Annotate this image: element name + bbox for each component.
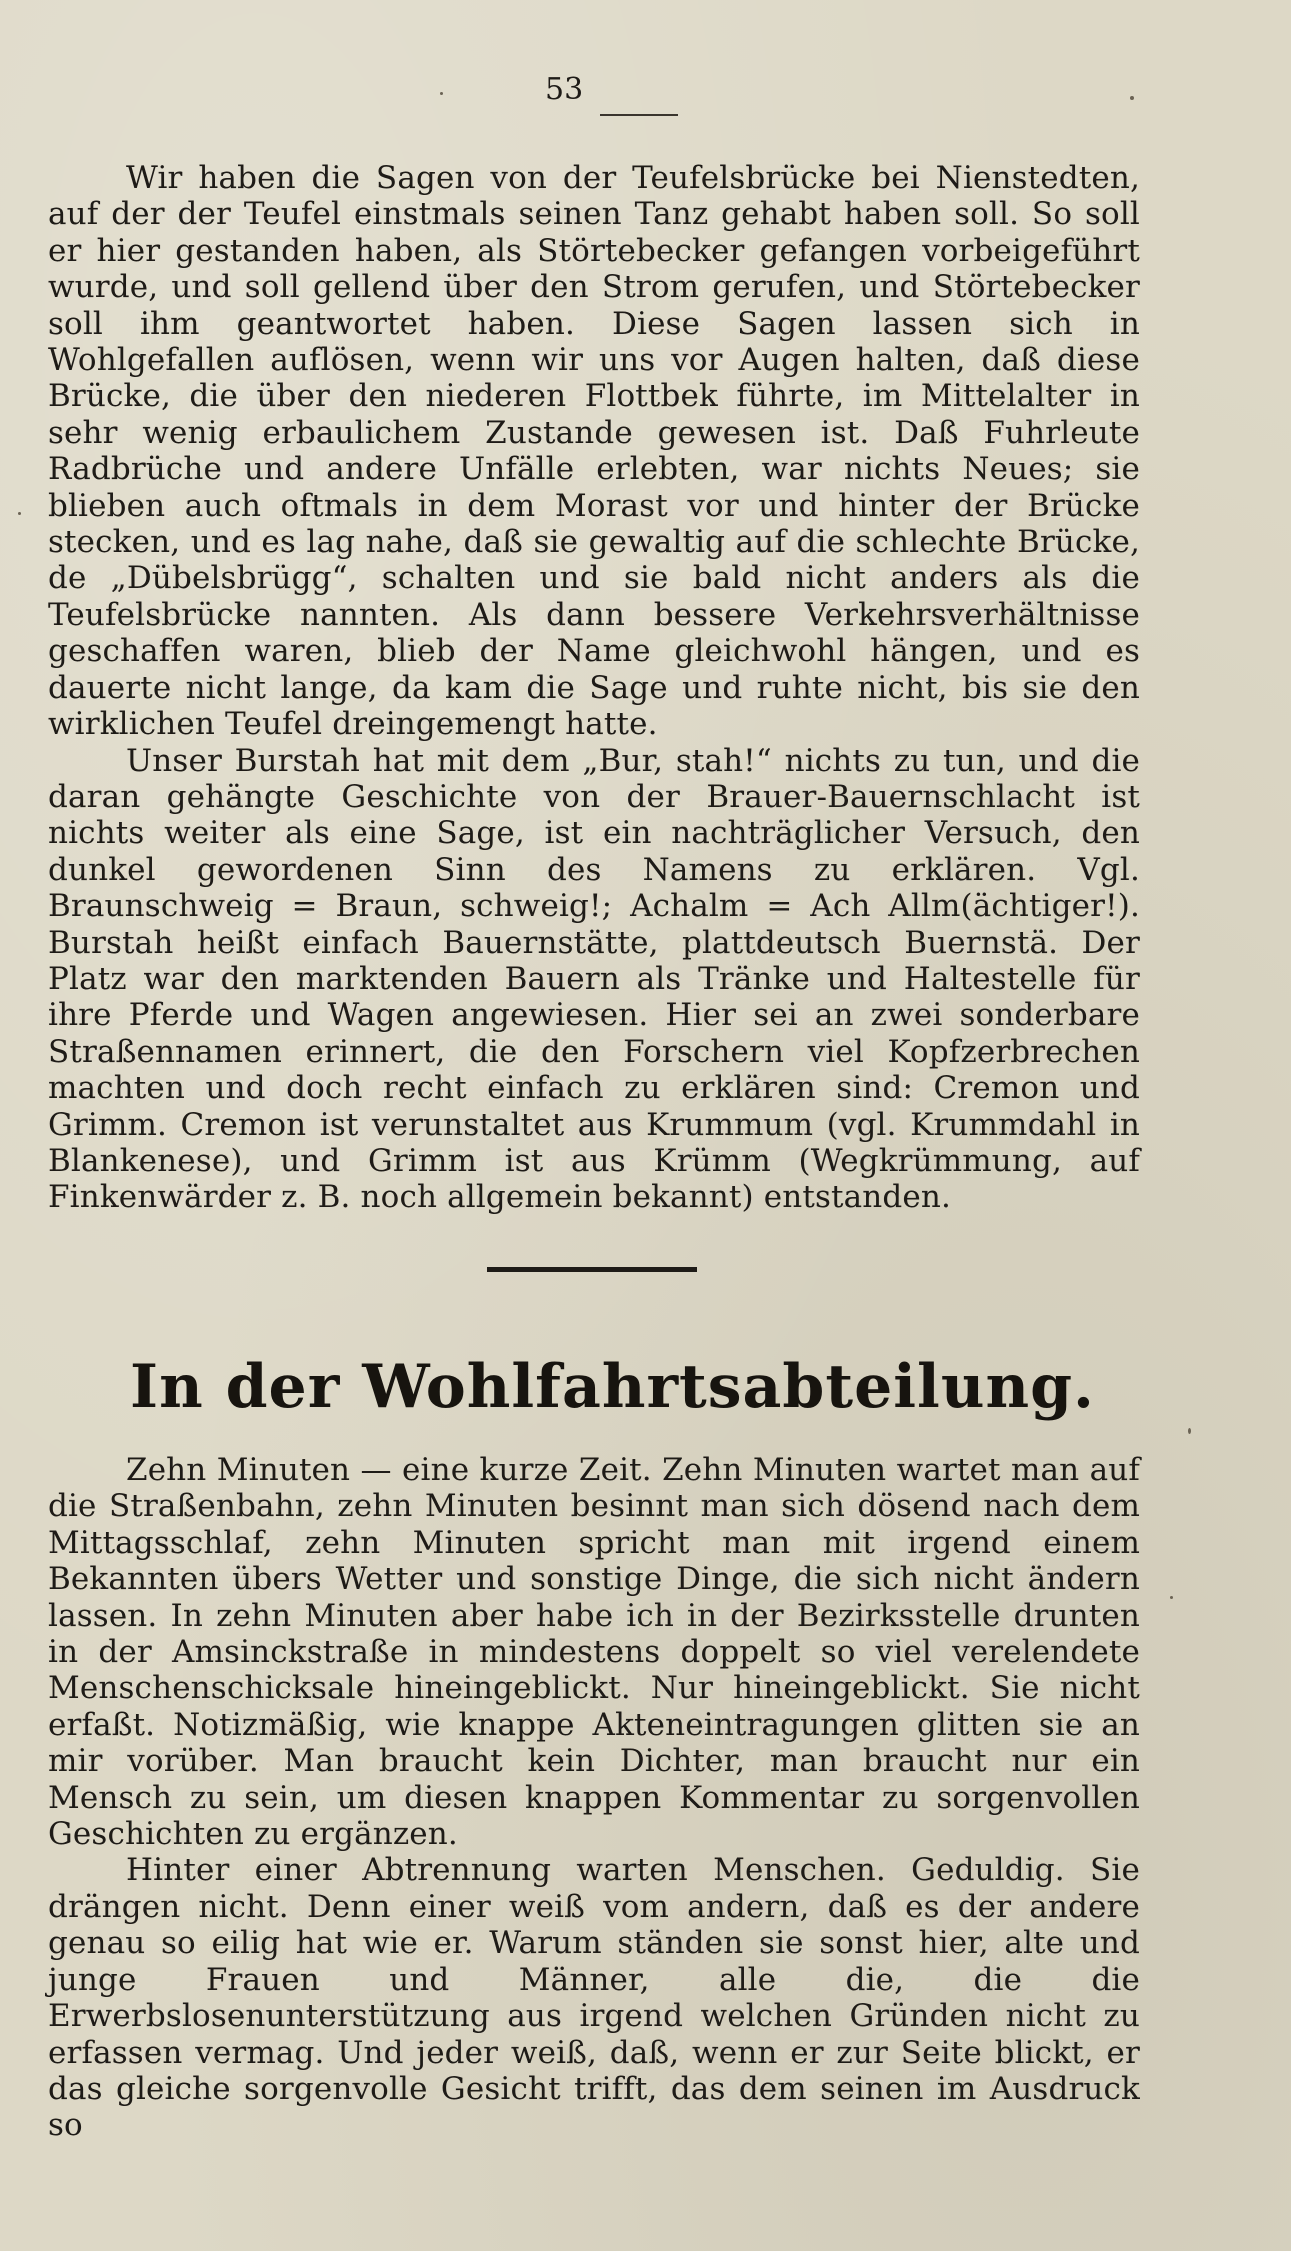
article-teufelsbruecke-text <box>48 160 1140 1216</box>
paragraph-abtrennung: Hinter einer Abtrennung warten Menschen. Geduldig. Sie drängen nicht. Denn einer weiß vom andern, daß es der andere genau so eilig hat wie er. Warum ständen sie sonst hier, alte und junge Frauen und Männer, alle die, die die Erwerbslosenunterstützung aus irgend welchen Gründen nicht zu erfassen vermag. Und jeder weiß, daß, wenn er zur Seite blickt, er das gleiche sorgenvolle Gesicht trifft, das dem seinen im Ausdruck so <box>48 1852 1140 2144</box>
section-divider <box>487 1267 697 1272</box>
paper-speck <box>1170 1596 1173 1599</box>
section-heading: In der Wohlfahrtsabteilung. <box>130 1352 1095 1422</box>
paper-speck <box>440 92 443 95</box>
paper-speck <box>18 512 21 515</box>
paper-speck <box>1130 96 1134 100</box>
page-number-rule <box>600 114 678 116</box>
paragraph-burstah: Unser Burstah hat mit dem „Bur, stah!“ nichts zu tun, und die daran gehängte Geschichte von der Brauer-Bauernschlacht ist nichts weiter als eine Sage, ist ein nachträglicher Versuch, den dunkel gewordenen Sinn des Namens zu erklären. Vgl. Braunschweig = Braun, schweig!; Achalm = Ach Allm(ächtiger!). Burstah heißt einfach Bauernstätte, plattdeutsch Buernstä. Der Platz war den marktenden Bauern als Tränke und Haltestelle für ihre Pferde und Wagen angewiesen. Hier sei an zwei sonderbare Straßennamen erinnert, die den Forschern viel Kopfzerbrechen machten und doch recht einfach zu erklären sind: Cremon und Grimm. Cremon ist verunstaltet aus Krummum (vgl. Krummdahl in Blankenese), und Grimm ist aus Krümm (Wegkrümmung, auf Finkenwärder z. B. noch allgemein bekannt) entstanden. <box>48 742 1140 1216</box>
paragraph-zehn-minuten: Zehn Minuten — eine kurze Zeit. Zehn Minuten wartet man auf die Straßenbahn, zehn Minuten besinnt man sich dösend nach dem Mittagsschlaf, zehn Minuten spricht man mit irgend einem Bekannten übers Wetter und sonstige Dinge, die sich nicht ändern lassen. In zehn Minuten aber habe ich in der Bezirksstelle drunten in der Amsinckstraße in mindestens doppelt so viel verelendete Menschenschicksale hineingeblickt. Nur hineingeblickt. Sie nicht erfaßt. Notizmäßig, wie knappe Akteneintragungen glitten sie an mir vorüber. Man braucht kein Dichter, man braucht nur ein Mensch zu sein, um diesen knappen Kommentar zu sorgenvollen Geschichten zu ergänzen. <box>48 1452 1140 1853</box>
paragraph-teufelsbruecke: Wir haben die Sagen von der Teufelsbrücke bei Nienstedten, auf der der Teufel einstmals seinen Tanz gehabt haben soll. So soll er hier gestanden haben, als Störtebecker gefangen vorbeigeführt wurde, und soll gellend über den Strom gerufen, und Störtebecker soll ihm geantwortet haben. Diese Sagen lassen sich in Wohlgefallen auflösen, wenn wir uns vor Augen halten, daß diese Brücke, die über den niederen Flottbek führte, im Mittelalter in sehr wenig erbaulichem Zustande gewesen ist. Daß Fuhrleute Radbrüche und andere Unfälle erlebten, war nichts Neues; sie blieben auch oftmals in dem Morast vor und hinter der Brücke stecken, und es lag nahe, daß sie gewaltig auf die schlechte Brücke, de „Dübelsbrügg“, schalten und sie bald nicht anders als die Teufelsbrücke nannten. Als dann bessere Verkehrsverhältnisse geschaffen waren, blieb der Name gleichwohl hängen, und es dauerte nicht lange, da kam die Sage und ruhte nicht, bis sie den wirklichen Teufel dreingemengt hatte. <box>48 160 1140 743</box>
article-wohlfahrt-text <box>48 1452 1140 2144</box>
paper-speck <box>1188 1428 1191 1434</box>
page-number: 53 <box>545 72 584 107</box>
